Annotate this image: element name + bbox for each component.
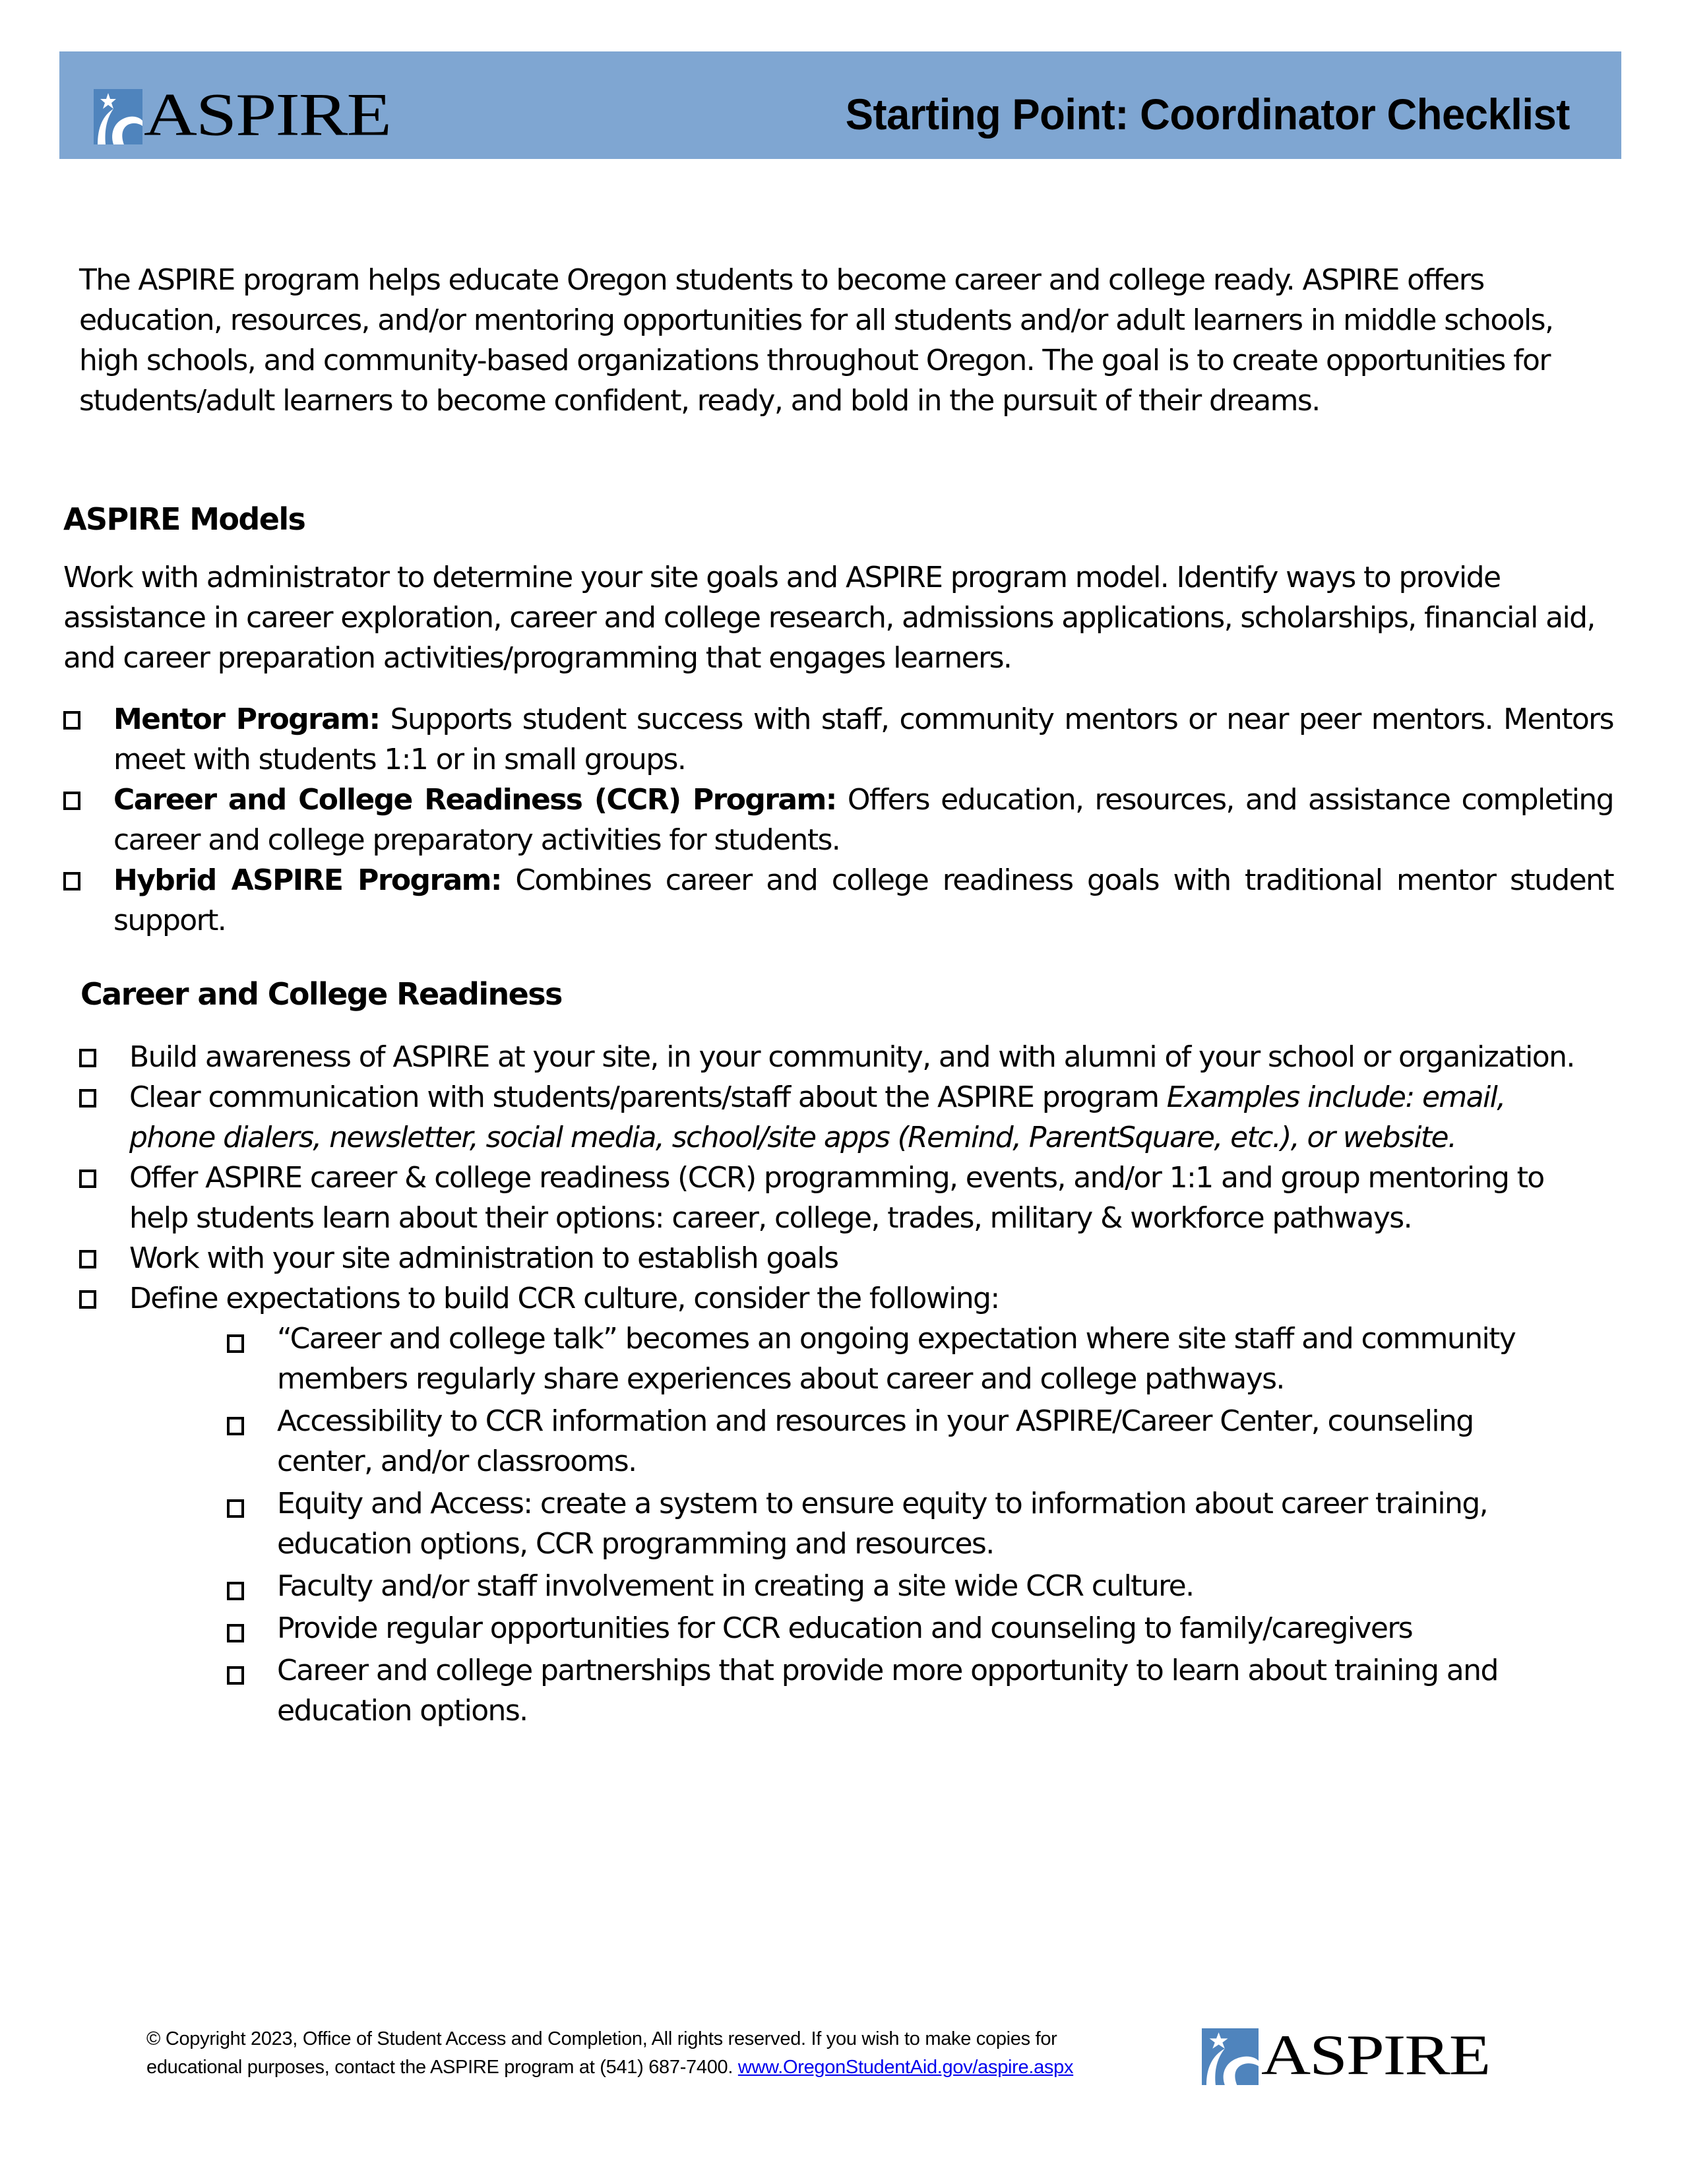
item-text: Offer ASPIRE career & college readiness (CCR) programming, events, and/or 1:1 and group mentoring to help students learn about their options: career, college, trades, military & workforce pathways. (129, 1161, 1544, 1235)
item-text: Combines career and college readiness goals with traditional mentor student support. (113, 863, 1613, 937)
item-text: Clear communication with students/parents/staff about the ASPIRE program (129, 1080, 1167, 1114)
item-text: Supports student success with staff, community mentors or near peer mentors. Mentors meet with students 1:1 or in small groups. (113, 702, 1613, 776)
item-text: Define expectations to build CCR culture, consider the following: (129, 1282, 999, 1315)
checklist-item (79, 1158, 1596, 1238)
checklist-item-hybrid-program (63, 860, 1613, 941)
checklist-item (79, 1037, 1596, 1077)
checklist-item (79, 1278, 1596, 1319)
checkbox[interactable] (79, 1089, 96, 1108)
sub-checklist-item (224, 1319, 1576, 1399)
section-heading-models: ASPIRE Models (63, 501, 305, 537)
checklist-item (79, 1238, 1596, 1278)
sub-checklist-item (224, 1401, 1576, 1482)
item-text: Faculty and/or staff involvement in creating a site wide CCR culture. (277, 1569, 1194, 1603)
checklist-item-ccr-program (63, 780, 1613, 860)
item-text: Build awareness of ASPIRE at your site, in your community, and with alumni of your school or organization. (129, 1040, 1574, 1074)
checklist-item (79, 1077, 1596, 1158)
checkbox[interactable] (63, 711, 80, 730)
checkbox[interactable] (227, 1624, 244, 1642)
item-text: Equity and Access: create a system to ensure equity to information about career training, education options, CCR programming and resources. (277, 1487, 1488, 1561)
checkbox[interactable] (79, 1250, 96, 1268)
item-examples: Examples include: email, phone dialers, newsletter, social media, school/site apps (Remind, ParentSquare, etc.), or website. (129, 1080, 1505, 1154)
logo-wordmark: ASPIRE (1261, 2023, 1490, 2087)
models-description: Work with administrator to determine your site goals and ASPIRE program model. Identify ways to provide assistance in career exploration, career and college research, admissions applications, scholarships, financial aid, and career preparation activities/programming that engages learners. (63, 561, 1595, 675)
sub-checklist-item (224, 1650, 1576, 1731)
item-text: Offers education, resources, and assistance completing career and college preparatory activities for students. (113, 783, 1613, 857)
header-band (59, 51, 1621, 159)
page-title: Starting Point: Coordinator Checklist (845, 90, 1570, 139)
item-label: Mentor Program: (113, 702, 380, 736)
models-checklist (63, 699, 1613, 941)
item-text: “Career and college talk” becomes an ongoing expectation where site staff and community members regularly share experiences about career and college pathways. (277, 1322, 1516, 1396)
item-text: Work with your site administration to establish goals (129, 1241, 838, 1275)
website-link[interactable]: www.OregonStudentAid.gov/aspire.aspx (737, 2057, 1074, 2078)
item-label: Career and College Readiness (CCR) Program: (113, 783, 836, 817)
sub-checklist-item (224, 1483, 1576, 1564)
footer-copyright (146, 2025, 1073, 2082)
aspire-logo (94, 82, 390, 152)
checkbox[interactable] (227, 1666, 244, 1685)
item-text: Accessibility to CCR information and resources in your ASPIRE/Career Center, counseling center, and/or classrooms. (277, 1404, 1474, 1478)
item-text: Provide regular opportunities for CCR education and counseling to family/caregivers (277, 1611, 1413, 1645)
checkbox[interactable] (227, 1417, 244, 1435)
copyright-line-2: educational purposes, contact the ASPIRE program at (541) 687-7400. (146, 2057, 738, 2078)
ccr-checklist (79, 1037, 1596, 1733)
checkbox[interactable] (227, 1334, 244, 1353)
sub-checklist-item (224, 1608, 1576, 1648)
checkbox[interactable] (79, 1290, 96, 1309)
checkbox[interactable] (79, 1049, 96, 1067)
copyright-line-1: © Copyright 2023, Office of Student Access and Completion, All rights reserved. If you wish to make copies for (146, 2028, 1057, 2049)
section-heading-ccr: Career and College Readiness (80, 976, 562, 1012)
checkbox[interactable] (227, 1582, 244, 1600)
star-swoosh-icon (1202, 2028, 1259, 2085)
sub-checklist-item (224, 1566, 1576, 1606)
logo-wordmark: ASPIRE (144, 81, 390, 148)
intro-paragraph: The ASPIRE program helps educate Oregon students to become career and college ready. ASPIRE offers education, resources, and/or mentoring opportunities for all students and/or adult learners in middle schools, high schools, and community-based organizations throughout Oregon. The goal is to create opportunities for students/adult learners to become confident, ready, and bold in the pursuit of their dreams. (79, 263, 1553, 418)
checklist-item-mentor-program (63, 699, 1613, 780)
item-label: Hybrid ASPIRE Program: (113, 863, 501, 897)
checkbox[interactable] (227, 1499, 244, 1518)
checkbox[interactable] (79, 1170, 96, 1188)
star-swoosh-icon (94, 89, 142, 144)
checkbox[interactable] (63, 872, 80, 890)
footer-aspire-logo (1202, 2024, 1489, 2090)
ccr-culture-sublist (224, 1319, 1576, 1731)
item-text: Career and college partnerships that provide more opportunity to learn about training and education options. (277, 1654, 1498, 1728)
checkbox[interactable] (63, 792, 80, 810)
